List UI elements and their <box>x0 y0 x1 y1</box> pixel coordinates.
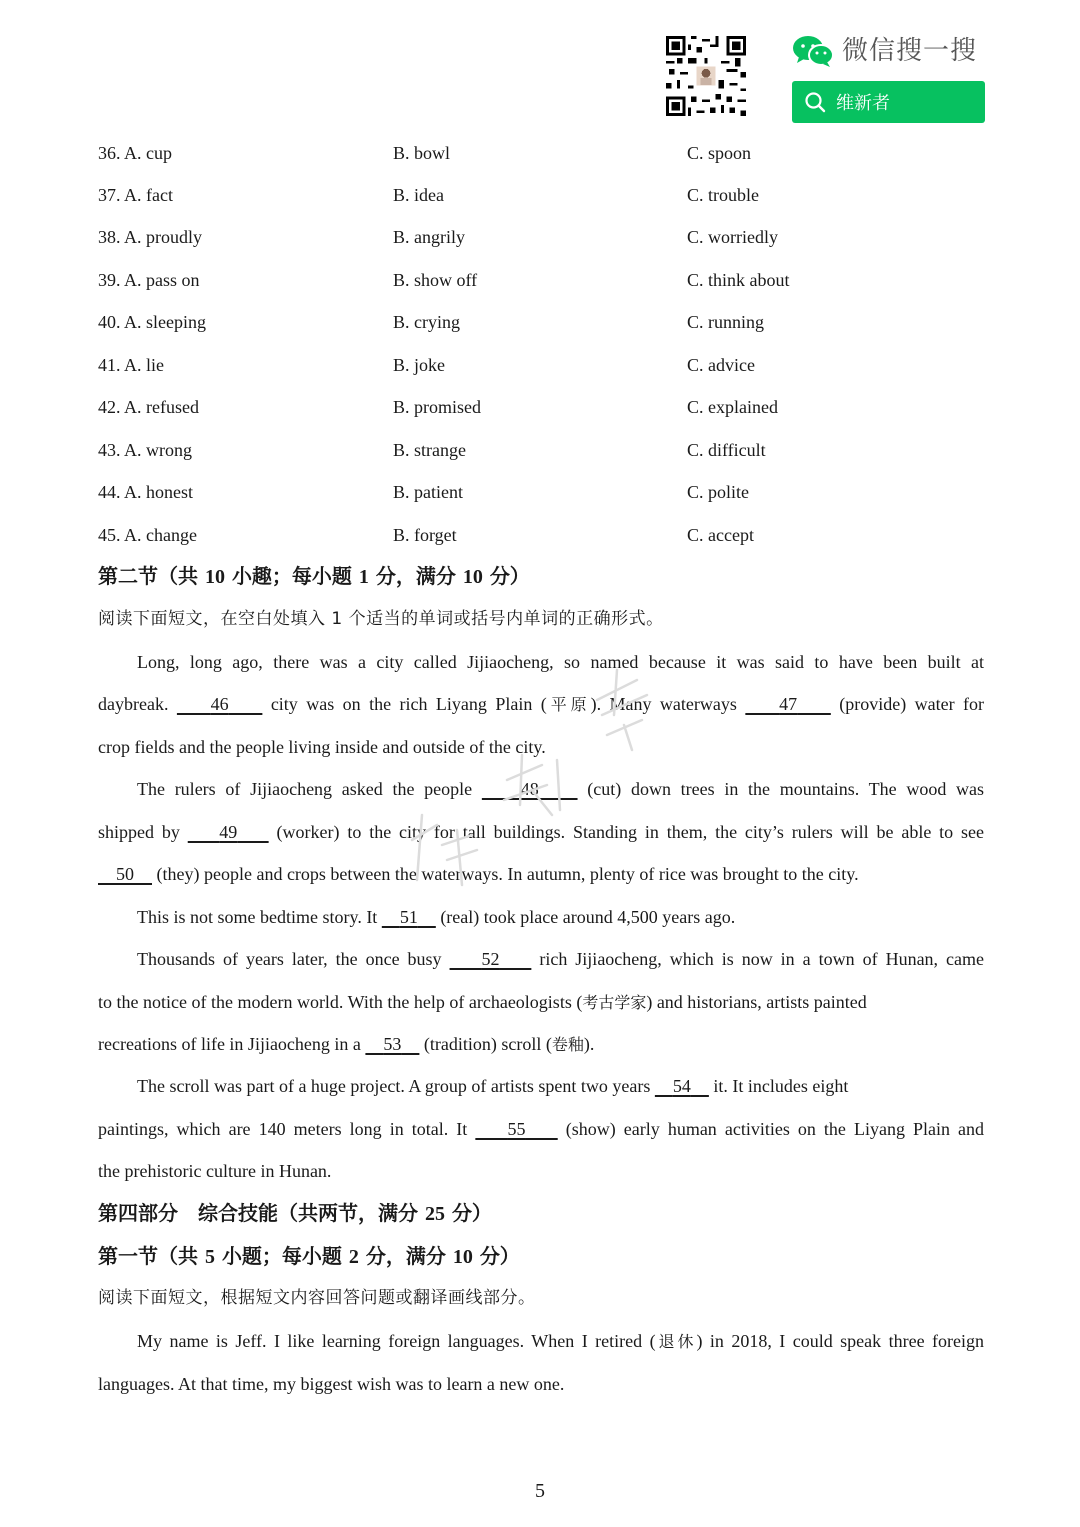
blank-53: 53 <box>383 1034 402 1054</box>
option-a: 37. A. fact <box>98 185 173 205</box>
option-b: B. forget <box>393 525 457 545</box>
passage-line: The scroll was part of a huge project. A group of artists spent two years 54 it. It includes eight <box>137 1076 849 1096</box>
search-text: 维新者 <box>836 93 890 114</box>
passage-line: the prehistoric culture in Hunan. <box>98 1161 332 1181</box>
option-row <box>98 182 998 208</box>
option-row <box>98 224 998 250</box>
passage-line: languages. At that time, my biggest wish was to learn a new one. <box>98 1374 565 1394</box>
option-row <box>98 267 998 293</box>
passage-line: to the notice of the modern world. With the help of archaeologists (考古学家) and historians, artists painted <box>98 992 867 1012</box>
section1-heading: 第一节（共 5 小题；每小题 2 分，满分 10 分） <box>98 1244 520 1268</box>
part4-heading: 第四部分 综合技能（共两节，满分 25 分） <box>98 1201 492 1225</box>
page-number: 5 <box>535 1480 545 1502</box>
blank-48: 48 <box>520 779 539 799</box>
wechat-search-title: 微信搜一搜 <box>842 36 978 66</box>
option-c: C. advice <box>687 355 755 375</box>
passage-line: My name is Jeff. I like learning foreign languages. When I retired (退休) in 2018, I could speak three foreign <box>137 1331 984 1351</box>
blank-55: 55 <box>507 1119 526 1139</box>
option-row <box>98 437 998 463</box>
passage-line: 50 (they) people and crops between the waterways. In autumn, plenty of rice was brought to the city. <box>98 861 984 887</box>
option-b: B. show off <box>393 270 478 290</box>
option-a: 38. A. proudly <box>98 227 203 247</box>
blank-49: 49 <box>219 822 238 842</box>
option-c: C. trouble <box>687 185 759 205</box>
blank-50: 50 <box>116 864 134 884</box>
option-c: C. think about <box>687 270 790 290</box>
option-a: 41. A. lie <box>98 355 164 375</box>
option-b: B. joke <box>393 355 445 375</box>
passage-line: shipped by 49 (worker) to the city for tall buildings. Standing in them, the city’s rulers will be able to see <box>98 822 985 842</box>
option-row <box>98 522 998 548</box>
passage-line: daybreak. 46 city was on the rich Liyang Plain (平原). Many waterways 47 (provide) water for <box>98 694 985 714</box>
blank-51: 51 <box>399 907 418 927</box>
option-c: C. spoon <box>687 143 752 163</box>
option-a: 44. A. honest <box>98 482 194 502</box>
option-c: C. difficult <box>687 440 766 460</box>
option-a: 42. A. refused <box>98 397 199 417</box>
passage-line: Thousands of years later, the once busy 52 rich Jijiaocheng, which is now in a town of Hunan, came <box>137 949 985 969</box>
option-a: 36. A. cup <box>98 143 172 163</box>
option-c: C. polite <box>687 482 749 502</box>
option-b: B. crying <box>393 312 460 332</box>
option-a: 45. A. change <box>98 525 197 545</box>
blank-52: 52 <box>481 949 500 969</box>
passage-line: recreations of life in Jijiaocheng in a 53 (tradition) scroll (卷釉). <box>98 1034 595 1054</box>
option-c: C. accept <box>687 525 754 545</box>
option-b: B. strange <box>393 440 466 460</box>
option-a: 43. A. wrong <box>98 440 192 460</box>
passage-line: Long, long ago, there was a city called Jijiaocheng, so named because it was said to have been built at <box>137 652 984 672</box>
section2-instruction: 阅读下面短文，在空白处填入 1 个适当的单词或括号内单词的正确形式。 <box>98 609 664 629</box>
option-row <box>98 479 998 505</box>
blank-46: 46 <box>210 694 229 714</box>
option-row <box>98 394 998 420</box>
option-row <box>98 140 998 166</box>
option-c: C. running <box>687 312 765 332</box>
option-b: B. angrily <box>393 227 465 247</box>
wechat-logo-icon <box>792 34 834 68</box>
option-b: B. patient <box>393 482 463 502</box>
option-b: B. idea <box>393 185 444 205</box>
section1-instruction: 阅读下面短文，根据短文内容回答问题或翻译画线部分。 <box>98 1288 536 1308</box>
search-icon <box>804 91 826 113</box>
section2-heading: 第二节（共 10 小趣；每小题 1 分，满分 10 分） <box>98 564 530 588</box>
blank-47: 47 <box>779 694 798 714</box>
passage-line: This is not some bedtime story. It 51 (real) took place around 4,500 years ago. <box>137 907 736 927</box>
option-b: B. promised <box>393 397 481 417</box>
passage-line: The rulers of Jijiaocheng asked the people 48 (cut) down trees in the mountains. The wood was <box>137 779 985 799</box>
option-c: C. worriedly <box>687 227 778 247</box>
passage-line: crop fields and the people living inside and outside of the city. <box>98 737 546 757</box>
option-b: B. bowl <box>393 143 451 163</box>
option-row <box>98 309 998 335</box>
qr-code-icon <box>666 36 746 116</box>
option-row <box>98 352 998 378</box>
option-c: C. explained <box>687 397 778 417</box>
option-a: 40. A. sleeping <box>98 312 206 332</box>
passage-line: paintings, which are 140 meters long in total. It 55 (show) early human activities on the Liyang Plain and <box>98 1119 985 1139</box>
wechat-search-box[interactable] <box>792 81 985 123</box>
option-a: 39. A. pass on <box>98 270 200 290</box>
blank-54: 54 <box>672 1076 691 1096</box>
